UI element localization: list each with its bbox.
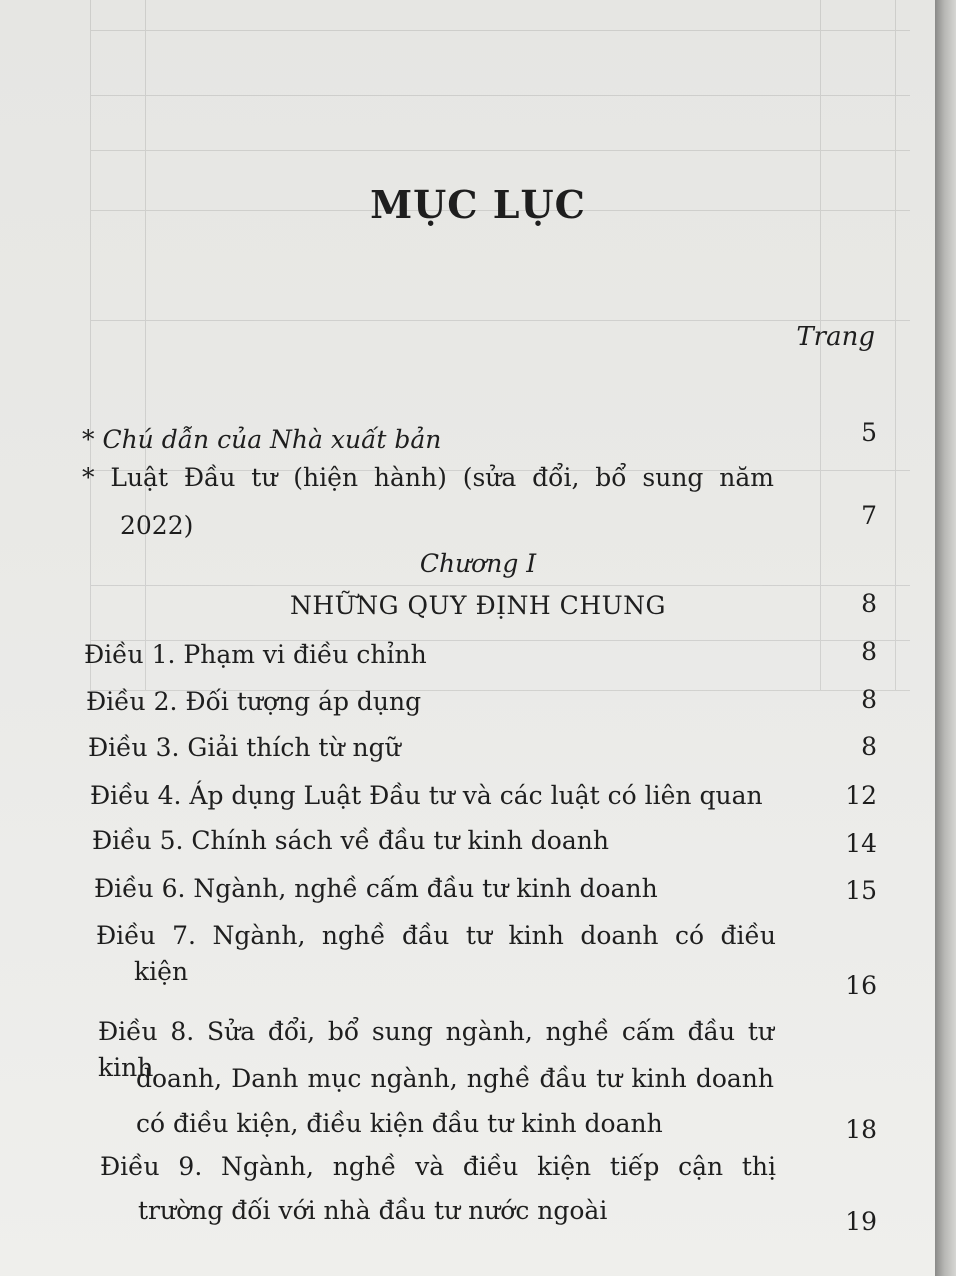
toc-article-6: Điều 6. Ngành, nghề cấm đầu tư kinh doanh [94, 874, 658, 903]
toc-article-6-page: 15 [845, 876, 877, 905]
toc-article-9-page: 19 [845, 1207, 877, 1236]
toc-article-1: Điều 1. Phạm vi điều chỉnh [84, 640, 427, 669]
toc-article-5: Điều 5. Chính sách về đầu tư kinh doanh [92, 826, 609, 855]
toc-entry-law-page: 7 [861, 501, 877, 530]
toc-article-8-page: 18 [845, 1115, 877, 1144]
toc-article-7: Điều 7. Ngành, nghề đầu tư kinh doanh có điều [96, 921, 776, 950]
toc-article-2: Điều 2. Đối tượng áp dụng [86, 687, 422, 716]
chapter-label: Chương I [419, 549, 537, 578]
toc-article-8: Điều 8. Sửa đổi, bổ sung ngành, nghề cấm đầu tư kinh [98, 1017, 774, 1082]
toc-entry-law-cont: 2022) [120, 511, 194, 540]
toc-article-4: Điều 4. Áp dụng Luật Đầu tư và các luật có liên quan [90, 781, 763, 810]
toc-article-7-cont: kiện [134, 957, 189, 986]
book-page-edge [935, 0, 956, 1276]
toc-article-7-page: 16 [845, 971, 877, 1000]
page-title: MỤC LỤC [370, 182, 586, 227]
toc-entry-preface: * Chú dẫn của Nhà xuất bản [82, 425, 442, 454]
toc-entry-preface-page: 5 [861, 418, 877, 447]
toc-article-9: Điều 9. Ngành, nghề và điều kiện tiếp cận thị [100, 1152, 776, 1181]
toc-article-9-cont: trường đối với nhà đầu tư nước ngoài [138, 1196, 608, 1225]
toc-article-1-page: 8 [861, 637, 877, 666]
toc-article-8-cont-2: có điều kiện, điều kiện đầu tư kinh doanh [136, 1109, 663, 1138]
toc-article-3-page: 8 [861, 732, 877, 761]
toc-article-2-page: 8 [861, 685, 877, 714]
chapter-title: NHỮNG QUY ĐỊNH CHUNG [289, 591, 667, 620]
chapter-page: 8 [861, 589, 877, 618]
toc-article-4-page: 12 [845, 781, 877, 810]
page-column-label: Trang [796, 322, 875, 352]
toc-article-8-cont-1: doanh, Danh mục ngành, nghề đầu tư kinh doanh [136, 1064, 774, 1093]
toc-article-5-page: 14 [845, 829, 877, 858]
toc-entry-law: * Luật Đầu tư (hiện hành) (sửa đổi, bổ sung năm [82, 463, 774, 492]
toc-article-3: Điều 3. Giải thích từ ngữ [88, 733, 401, 762]
